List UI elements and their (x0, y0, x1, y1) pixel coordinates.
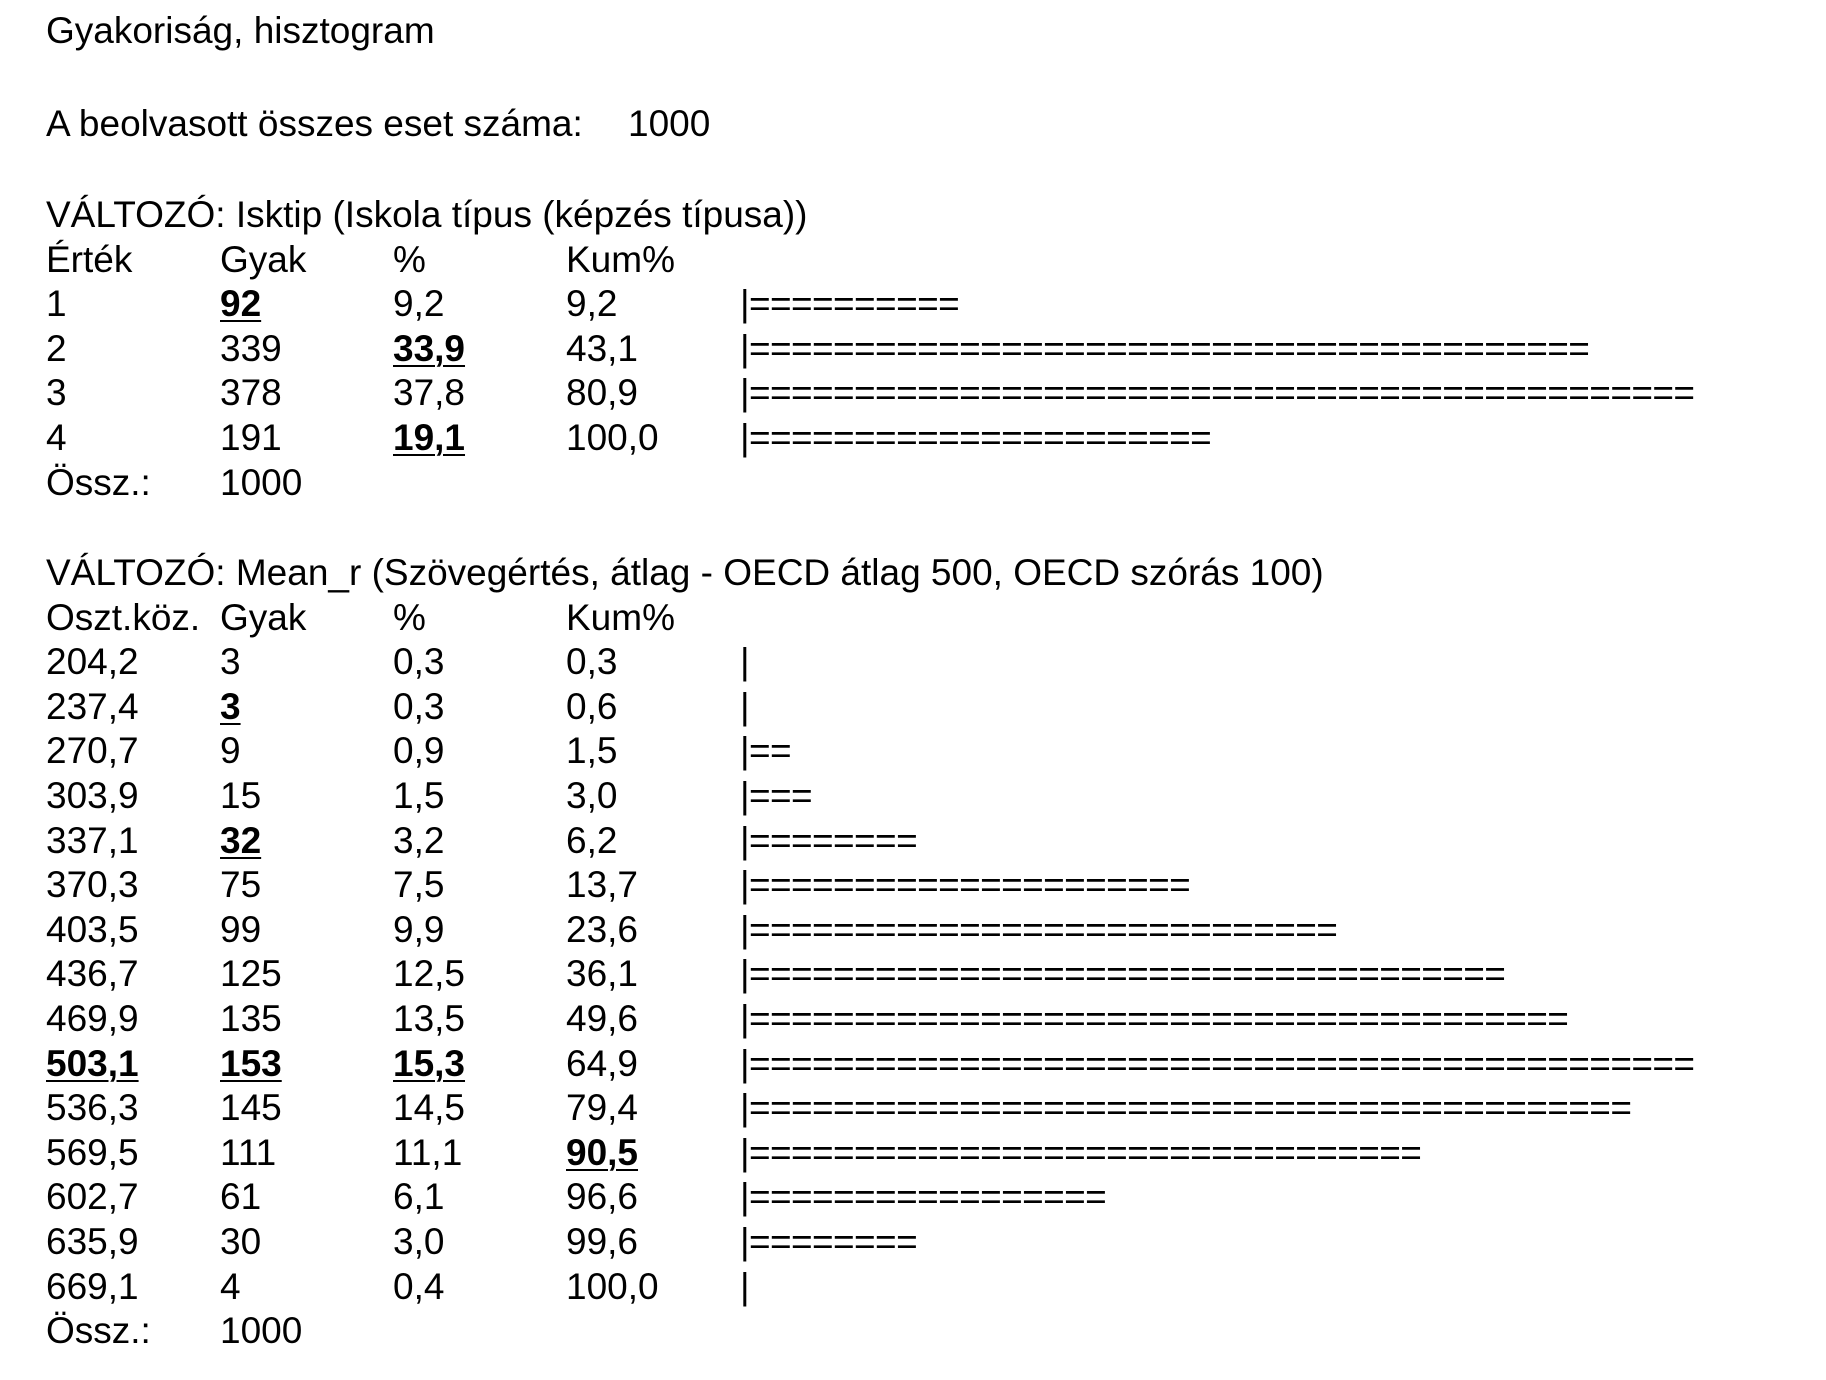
cell-pct: 9,9 (393, 908, 445, 950)
cell-freq: 125 (220, 953, 282, 995)
column-header: Oszt.köz. (46, 596, 201, 638)
cell-pct: 33,9 (393, 327, 466, 369)
cell-cum: 99,6 (566, 1221, 639, 1262)
cell-value: 237,4 (46, 685, 139, 727)
cell-value: 669,1 (46, 1265, 139, 1307)
histogram-bar: |============================================= (740, 1042, 1695, 1084)
table-row (46, 818, 1806, 863)
cell-cum: 90,5 (566, 1131, 639, 1173)
cell-value: 635,9 (46, 1221, 139, 1262)
cell-freq: 92 (220, 283, 262, 325)
cell-pct: 15,3 (393, 1042, 466, 1084)
histogram-bar: |======================================= (740, 998, 1569, 1039)
cell-cum: 36,1 (566, 953, 639, 995)
cell-freq: 3 (220, 685, 241, 727)
table-row (46, 639, 1806, 684)
total-value: 1000 (220, 1310, 303, 1352)
cell-freq: 378 (220, 372, 282, 414)
cell-value: 536,3 (46, 1087, 139, 1129)
title-text: Gyakoriság, hisztogram (46, 10, 435, 51)
cell-value: 270,7 (46, 730, 139, 772)
page-title (46, 8, 1806, 53)
table-row (46, 773, 1806, 818)
cell-freq: 30 (220, 1221, 262, 1262)
column-header: % (393, 238, 426, 280)
total-cases-value: 1000 (628, 103, 711, 144)
table-row (46, 1219, 1806, 1264)
histogram-bar: |============================================= (740, 372, 1695, 414)
table-row (46, 1041, 1806, 1086)
cell-cum: 80,9 (566, 372, 639, 414)
histogram-bar: |== (740, 730, 792, 772)
total-cases-label: A beolvasott összes eset száma: (46, 103, 583, 144)
histogram-bar: |======== (740, 1221, 918, 1262)
column-header: Kum% (566, 238, 675, 280)
cell-value: 2 (46, 327, 67, 369)
total-label: Össz.: (46, 1310, 151, 1352)
cell-pct: 0,4 (393, 1265, 445, 1307)
cell-pct: 12,5 (393, 953, 466, 995)
cell-value: 370,3 (46, 864, 139, 906)
table-total (46, 460, 1806, 505)
cell-cum: 96,6 (566, 1176, 639, 1218)
cell-freq: 61 (220, 1176, 262, 1218)
table-row (46, 326, 1806, 371)
column-header: Gyak (220, 238, 307, 280)
cell-pct: 14,5 (393, 1087, 466, 1129)
cell-freq: 75 (220, 864, 262, 906)
cell-freq: 9 (220, 730, 241, 772)
cell-pct: 3,0 (393, 1221, 445, 1262)
cell-cum: 79,4 (566, 1087, 639, 1129)
histogram-bar: |========== (740, 283, 960, 325)
cell-pct: 13,5 (393, 998, 466, 1039)
total-value: 1000 (220, 461, 303, 503)
cell-cum: 9,2 (566, 283, 618, 325)
histogram-bar: |====================== (740, 417, 1212, 458)
cell-value: 4 (46, 417, 67, 458)
cell-pct: 7,5 (393, 864, 445, 906)
cell-cum: 13,7 (566, 864, 639, 906)
variable-title (46, 550, 1806, 595)
cell-value: 3 (46, 372, 67, 414)
histogram-bar: |===================== (740, 864, 1191, 906)
cell-value: 569,5 (46, 1131, 139, 1173)
table-row (46, 1264, 1806, 1309)
table-total (46, 1308, 1806, 1353)
cell-freq: 153 (220, 1042, 282, 1084)
cell-value: 403,5 (46, 908, 139, 950)
histogram-bar: | (740, 685, 750, 727)
cell-freq: 145 (220, 1087, 282, 1129)
cell-pct: 1,5 (393, 775, 445, 816)
cell-pct: 0,9 (393, 730, 445, 772)
variable-title (46, 192, 1806, 237)
cell-value: 469,9 (46, 998, 139, 1039)
cell-cum: 64,9 (566, 1042, 639, 1084)
table-row (46, 996, 1806, 1041)
cell-freq: 135 (220, 998, 282, 1039)
cell-cum: 43,1 (566, 327, 639, 369)
cell-pct: 11,1 (393, 1131, 463, 1173)
histogram-bar: |================= (740, 1176, 1107, 1218)
cell-cum: 100,0 (566, 1265, 659, 1307)
table-row (46, 1085, 1806, 1130)
cell-pct: 19,1 (393, 417, 466, 458)
histogram-bar: |==================================== (740, 953, 1506, 995)
cell-freq: 3 (220, 641, 241, 683)
variable-title-text: VÁLTOZÓ: Mean_r (Szövegértés, átlag - OECD átlag 500, OECD szórás 100) (46, 552, 1324, 593)
total-label: Össz.: (46, 461, 151, 503)
table-row (46, 1174, 1806, 1219)
cell-cum: 6,2 (566, 819, 618, 861)
cell-pct: 37,8 (393, 372, 466, 414)
cell-value: 204,2 (46, 641, 139, 683)
cell-freq: 15 (220, 775, 262, 816)
cell-value: 1 (46, 283, 67, 325)
cell-pct: 3,2 (393, 819, 445, 861)
histogram-bar: |======== (740, 819, 918, 861)
cell-value: 303,9 (46, 775, 139, 816)
histogram-bar: |=== (740, 775, 813, 816)
column-header: % (393, 596, 426, 638)
table-header (46, 237, 1806, 282)
cell-pct: 0,3 (393, 685, 445, 727)
cell-freq: 191 (220, 417, 282, 458)
cell-cum: 23,6 (566, 908, 639, 950)
cell-value: 503,1 (46, 1042, 139, 1084)
histogram-bar: |======================================== (740, 327, 1590, 369)
histogram-bar: |========================================== (740, 1087, 1632, 1129)
table-row (46, 862, 1806, 907)
cell-cum: 1,5 (566, 730, 618, 772)
cell-cum: 0,3 (566, 641, 618, 683)
column-header: Kum% (566, 596, 675, 638)
table-header (46, 595, 1806, 640)
cell-freq: 339 (220, 327, 282, 369)
cell-cum: 100,0 (566, 417, 659, 458)
cell-pct: 6,1 (393, 1176, 445, 1218)
column-header: Érték (46, 238, 133, 280)
variable-title-text: VÁLTOZÓ: Isktip (Iskola típus (képzés típusa)) (46, 194, 808, 235)
table-row (46, 1130, 1806, 1175)
cell-value: 436,7 (46, 953, 139, 995)
cell-freq: 99 (220, 908, 262, 950)
cell-cum: 3,0 (566, 775, 618, 816)
cell-cum: 49,6 (566, 998, 639, 1039)
table-row (46, 370, 1806, 415)
table-row (46, 281, 1806, 326)
table-row (46, 684, 1806, 729)
cell-value: 337,1 (46, 819, 139, 861)
cell-pct: 0,3 (393, 641, 445, 683)
table-row (46, 728, 1806, 773)
histogram-bar: |================================ (740, 1131, 1422, 1173)
histogram-bar: | (740, 641, 750, 683)
table-row (46, 951, 1806, 996)
histogram-bar: |============================ (740, 908, 1338, 950)
cell-freq: 111 (220, 1131, 277, 1173)
table-row (46, 907, 1806, 952)
column-header: Gyak (220, 596, 307, 638)
cell-value: 602,7 (46, 1176, 139, 1218)
cell-freq: 32 (220, 819, 262, 861)
histogram-bar: | (740, 1265, 750, 1307)
cell-freq: 4 (220, 1265, 241, 1307)
total-cases-line (46, 101, 1806, 146)
cell-cum: 0,6 (566, 685, 618, 727)
table-row (46, 415, 1806, 460)
cell-pct: 9,2 (393, 283, 445, 325)
